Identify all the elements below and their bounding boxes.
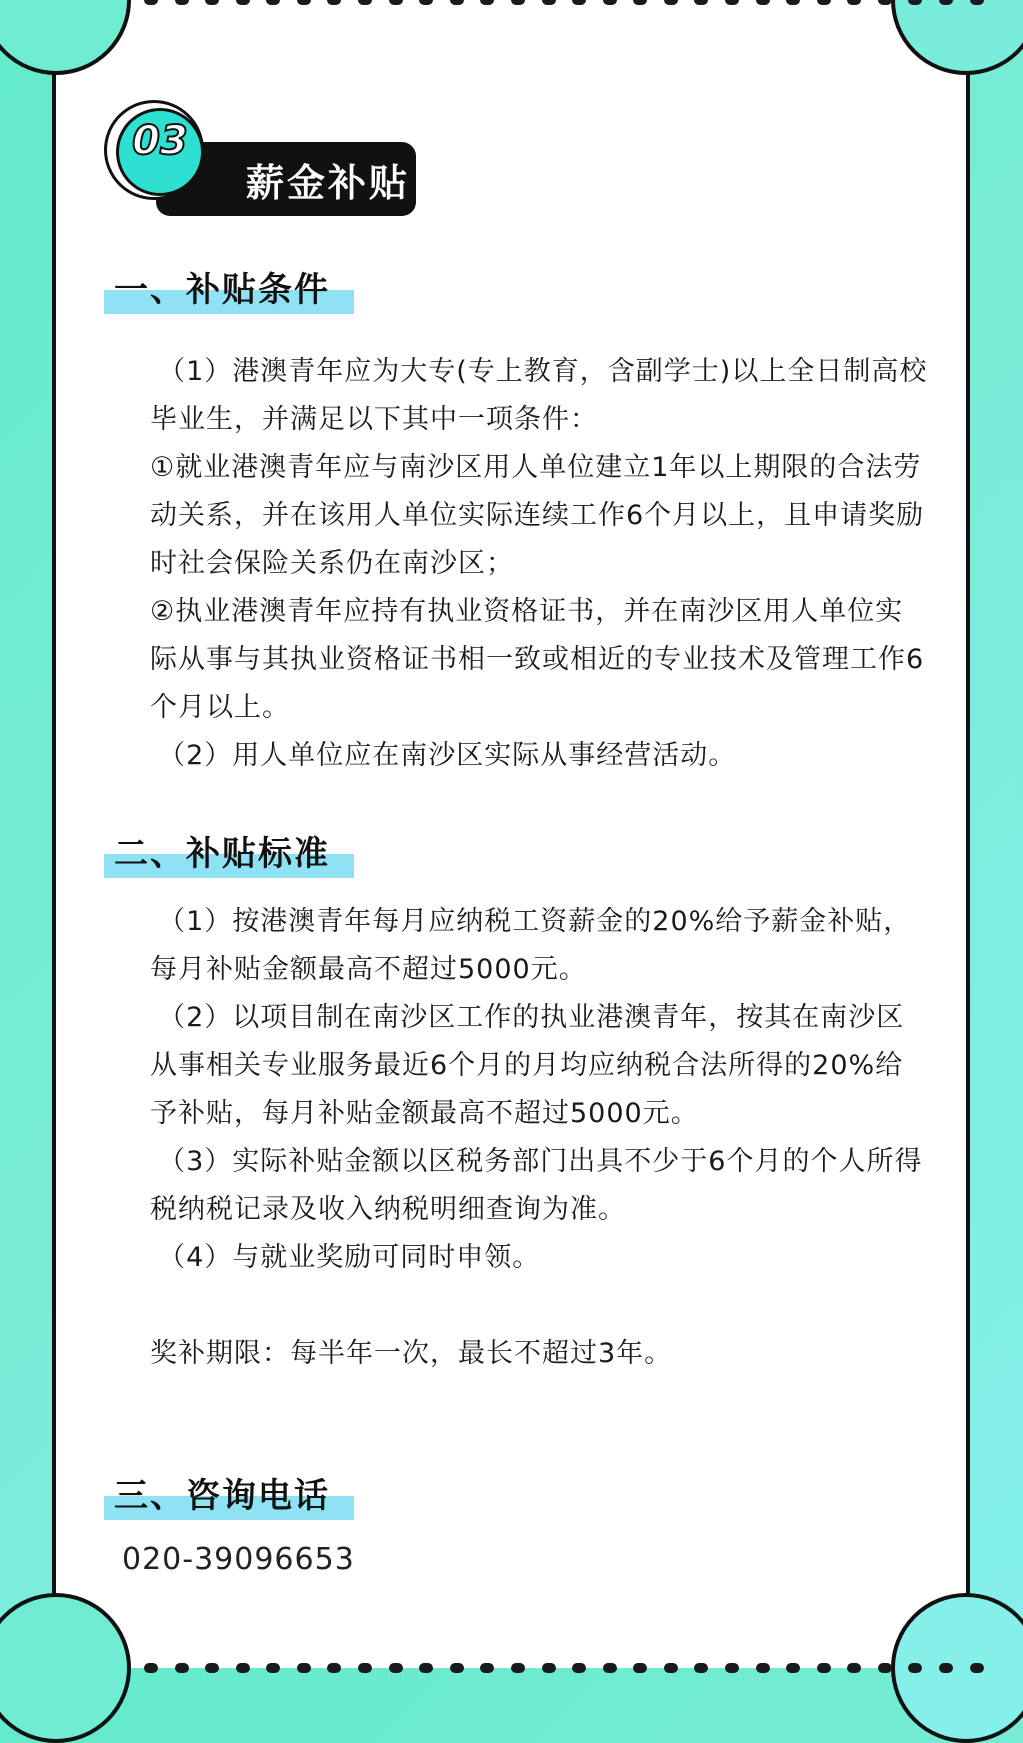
section-number: 03 [132,118,188,164]
corner-notch [0,0,131,75]
paragraph: （1）按港澳青年每月应纳税工资薪金的20%给予薪金补贴，每月补贴金额最高不超过5000元。 [150,906,912,985]
paragraph: ①就业港澳青年应与南沙区用人单位建立1年以上期限的合法劳动关系，并在该用人单位实际连续工作6个月以上，且申请奖励时社会保险关系仍在南沙区； [150,452,925,579]
standards-body [150,898,930,1282]
heading-text: 二、补贴标准 [114,834,330,874]
heading-text: 三、咨询电话 [114,1476,330,1516]
corner-notch [891,0,1023,75]
period-text: 奖补期限：每半年一次，最长不超过3年。 [150,1338,673,1369]
perforation-top [144,0,984,5]
paragraph: （4）与就业奖励可同时申领。 [158,1242,541,1273]
paragraph: ②执业港澳青年应持有执业资格证书，并在南沙区用人单位实际从事与其执业资格证书相一致或相近的专业技术及管理工作6个月以上。 [150,596,925,723]
phone-number: 020-39096653 [122,1542,355,1577]
paragraph: （2）用人单位应在南沙区实际从事经营活动。 [158,740,737,771]
corner-notch [0,1593,131,1743]
heading-text: 一、补贴条件 [114,270,330,310]
paragraph: （3）实际补贴金额以区税务部门出具不少于6个月的个人所得税纳税记录及收入纳税明细查询为准。 [150,1146,923,1225]
conditions-body [150,348,930,780]
perforation-bottom [144,1663,984,1673]
content-card [52,0,970,1668]
paragraph: （1）港澳青年应为大专(专上教育，含副学士)以上全日制高校毕业生，并满足以下其中一项条件： [150,356,928,435]
paragraph: （2）以项目制在南沙区工作的执业港澳青年，按其在南沙区从事相关专业服务最近6个月的月均应纳税合法所得的20%给予补贴，每月补贴金额最高不超过5000元。 [150,1002,905,1129]
page-title: 薪金补贴 [246,161,411,205]
section-badge [104,100,424,220]
